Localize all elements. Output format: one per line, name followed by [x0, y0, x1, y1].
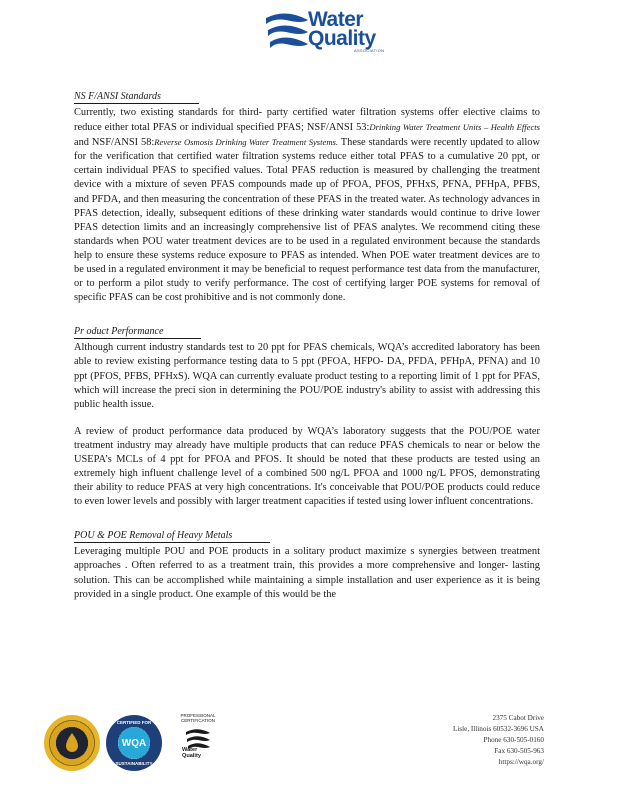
logo-water-text: Water: [308, 8, 364, 31]
document-body: [74, 86, 540, 618]
wqa-logo: [262, 8, 392, 56]
seal-inner: [118, 727, 150, 759]
paragraph: [74, 106, 540, 305]
seal-wordmark: [182, 747, 216, 759]
logo-quality-text: Quality: [308, 27, 376, 50]
address-block: [440, 713, 544, 768]
section-product-performance: [74, 321, 540, 509]
standard-title-italic: Drinking Water Treatment Units – Health Effects: [369, 122, 540, 133]
paragraph-text: These standards were recently updated to allow for the verification that certified water filtration systems reduce either total PFAS to a cumulative 20 ppt, or certain individual PFAS to specified values. Total PFAS reduction is measured by challenging the treatment device with a mixture of seven PFAS compounds made up of PFOA, PFOS, PFHxS, PFNA, PFHpA, PFBS, and PFDA, and then measuring the concentration of these PFAS in the treated water. As technology advances in PFAS detection, ideally, subsequent editions of these drinking water standards would continue to drive lower PFAS detection limits and an increasingly comprehensive list of PFAS analytes. We recommend citing these standards when POU water treatment devices are to be used in a regulated environment because the standards help to ensure these systems reduce exposure to PFAS as intended. When POE water treatment devices are to be used in a regulated environment it may be beneficial to request performance test data from the manufacturer, or to perform a pilot study to verify performance. The cost of certifying larger POE systems for removal of specific PFAS can be cost prohibitive and is not commonly done.: [74, 137, 540, 304]
seal-inner-text: WQA: [121, 737, 147, 749]
certification-seals: [44, 713, 224, 773]
standard-title-italic: Reverse Osmosis Drinking Water Treatment Systems.: [154, 137, 339, 148]
mini-water-swirl-icon: [184, 727, 212, 749]
paragraph: Leveraging multiple POU and POE products in a solitary product maximize s synergies between treatment approaches . Often referred to as a treatment train, this provides a more comprehensive and longer- lasting solution. This can be accomplished while maintaining a simple installation and user experience as it is being provided in a single product. One example of this would be the: [74, 546, 540, 600]
address-city: Lisle, Illinois 60532-3696 USA: [452, 725, 544, 733]
seal-arc-text: PROFESSIONAL CERTIFICATION: [180, 713, 216, 723]
professional-certification-seal-icon: [168, 713, 228, 773]
seal-top-text: CERTIFIED FOR: [116, 720, 152, 725]
section-heading: NS F/ANSI Standards: [74, 90, 199, 104]
logo-association-text: ASSOCIATION: [354, 48, 385, 53]
address-website-link[interactable]: https://wqa.org/: [498, 758, 544, 766]
seal-wordmark-line: Water: [182, 747, 198, 753]
section-heading: POU & POE Removal of Heavy Metals: [74, 529, 270, 543]
address-phone: Phone 630-505-0160: [483, 736, 544, 744]
wqa-sustainability-seal-icon: [106, 715, 162, 771]
paragraph: Although current industry standards test to 20 ppt for PFAS chemicals, WQA’s accredited laboratory has been able to review existing performance testing data to 5 ppt (PFOA, HFPO- DA, PFDA, PFHpA, PFNA) and 10 ppt (PFOS, PFBS, PFHxS). WQA can currently evaluate product testing to a reporting limit of 1 ppt for PFAS, which will increase the preci sion in determining the POU/POE industry's ability to assist with addressing this public health issue.: [74, 342, 540, 410]
seal-bottom-text: SUSTAINABILITY: [115, 761, 153, 766]
gold-seal-icon: [44, 715, 100, 771]
address-street: 2375 Cabot Drive: [492, 714, 544, 722]
address-fax: Fax 630-505-963: [494, 747, 544, 755]
section-pou-poe-heavy-metals: [74, 525, 540, 601]
water-swirl-icon: [262, 10, 312, 54]
paragraph: A review of product performance data produced by WQA’s laboratory suggests that the POU/POE water treatment industry may already have multiple products that can reduce PFAS chemicals to near or below the USEPA’s MCLs of 4 ppt for PFOA and PFOS. It should be noted that these products are tested using an extremely high influent challenge level of a combined 500 ng/L PFOA and 1000 ng/L PFOS, demonstrating their ability to reduce PFAS at very high concentrations. It's conceivable that POU/POE products could reduce to even lower levels and possibly with larger treatment capacities if tested using lower influent concentrations.: [74, 425, 540, 508]
paragraph-text: and NSF/ANSI 58:: [74, 137, 155, 149]
section-nsf-ansi-standards: [74, 86, 540, 305]
gold-seal-drop-icon: [44, 715, 100, 771]
paragraph-text: Currently, two existing standards for third- party certified water filtration systems offer elective claims to reduce either total PFAS or individual specified PFAS; NSF/ANSI 53:: [74, 107, 540, 134]
seal-wordmark-line: Quality: [182, 753, 201, 759]
section-heading: Pr oduct Performance: [74, 325, 201, 339]
